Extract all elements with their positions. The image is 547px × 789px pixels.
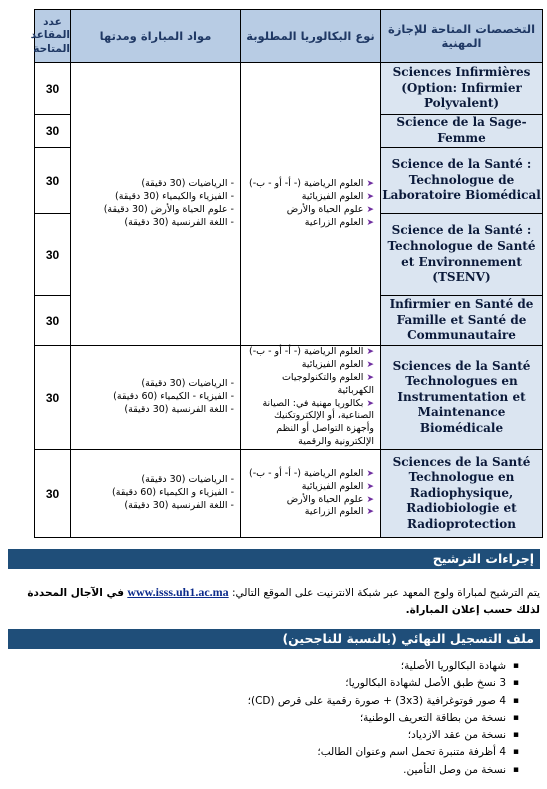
specialty-cell: Infirmier en Santé de Famille et Santé de Communautaire xyxy=(381,296,543,346)
subjects-cell-group2 xyxy=(71,346,241,450)
list-item: ▪ 3 نسخ طبق الأصل لشهادة البكالوريا؛ xyxy=(39,675,519,692)
header-bac-type: نوع البكالوريا المطلوبة xyxy=(241,10,381,63)
specialty-cell: Science de la Santé : Technologue de Laboratoire Biomédical xyxy=(381,148,543,214)
list-item: ▪ نسخة من بطاقة التعريف الوطنية؛ xyxy=(39,710,519,727)
seats-cell: 30 xyxy=(35,63,71,115)
procedures-heading: إجراءات الترشيح xyxy=(8,549,540,569)
bac-item: ➤العلوم الفيزيائية xyxy=(301,359,374,371)
list-item: ▪ نسخة من عقد الازدياد؛ xyxy=(39,727,519,744)
bac-item: ➤علوم الحياة والأرض xyxy=(286,493,374,505)
list-item: ▪ 4 صور فوتوغرافية (3x3) + صورة رقمية على قرص (CD)؛ xyxy=(39,693,519,710)
final-file-list xyxy=(39,658,519,779)
seats-cell: 30 xyxy=(35,346,71,450)
header-specialties: التخصصات المتاحة للإجازة المهنية xyxy=(381,10,543,63)
list-item: ▪ 4 أظرفة متنبرة تحمل اسم وعنوان الطالب؛ xyxy=(39,744,519,761)
specialties-table xyxy=(30,9,543,538)
header-seats: عدد المقاعد المتاحة xyxy=(35,10,71,63)
seats-cell: 30 xyxy=(35,450,71,538)
subject-item: - الرياضيات (30 دقيقة) xyxy=(141,474,234,486)
procedures-text xyxy=(8,584,540,619)
list-item: ▪ نسخة من وصل التأمين. xyxy=(39,762,519,779)
subject-item: - اللغة الفرنسية (30 دقيقة) xyxy=(124,403,234,415)
seats-cell: 30 xyxy=(35,214,71,296)
seats-cell: 30 xyxy=(35,296,71,346)
specialty-cell: Science de la Sage-Femme xyxy=(381,115,543,148)
subject-item: - علوم الحياة والأرض (30 دقيقة) xyxy=(103,204,234,215)
specialty-cell: Sciences de la Santé Technologue en Radiophysique, Radiobiologie et Radioprotection xyxy=(381,450,543,538)
seats-cell: 30 xyxy=(35,115,71,148)
final-file-heading: ملف التسجيل النهائي (بالنسبة للناجحين) xyxy=(8,629,540,649)
bac-item: ➤العلوم الفيزيائية xyxy=(301,480,374,492)
bac-item: ➤العلوم الفيزيائية xyxy=(301,191,374,203)
bac-item: ➤العلوم الرياضية (- أ- أو - ب-) xyxy=(249,178,374,190)
specialty-cell: Sciences de la Santé Technologues en Instrumentation et Maintenance Biomédicale xyxy=(381,346,543,450)
subject-item: - اللغة الفرنسية (30 دقيقة) xyxy=(124,499,234,511)
bac-cell-group1 xyxy=(241,63,381,346)
registration-link[interactable]: www.isss.uh1.ac.ma xyxy=(127,585,229,599)
bac-item: ➤العلوم الزراعية xyxy=(304,506,374,518)
bac-item: ➤العلوم الزراعية xyxy=(304,216,374,228)
procedures-text-after: في الآجال المحددة لذلك حسب إعلان المباراة. xyxy=(27,587,540,616)
specialty-cell: Sciences Infirmières (Option: Infirmier Polyvalent) xyxy=(381,63,543,115)
subjects-cell-group1 xyxy=(71,63,241,346)
specialty-cell: Science de la Santé : Technologue de Santé et Environnement (TSENV) xyxy=(381,214,543,296)
subject-item: - الرياضيات (30 دقيقة) xyxy=(141,178,234,190)
subject-item: - الفيزياء - الكيمياء (60 دقيقة) xyxy=(113,391,234,403)
subject-item: - اللغة الفرنسية (30 دقيقة) xyxy=(124,216,234,228)
subject-item: - الفيزياء والكيمياء (30 دقيقة) xyxy=(115,191,234,203)
header-subjects: مواد المباراة ومدتها xyxy=(71,10,241,63)
subject-item: - الفيزياء و الكيمياء (60 دقيقة) xyxy=(112,487,234,499)
bac-item: ➤العلوم والتكنولوجيات الكهربائية xyxy=(281,371,374,396)
bac-item: ➤علوم الحياة والأرض xyxy=(286,204,374,215)
bac-item: ➤بكالوريا مهنية في: الصيانة الصناعية، أو الإلكتروتكنيك وأجهزة التواصل أو النظم الإلكترونية والرقمية xyxy=(262,397,374,447)
subjects-cell-group3 xyxy=(71,450,241,538)
bac-item: ➤العلوم الرياضية (- أ- أو - ب-) xyxy=(249,467,374,479)
bac-cell-group3 xyxy=(241,450,381,538)
bac-cell-group2 xyxy=(241,346,381,450)
seats-cell: 30 xyxy=(35,148,71,214)
procedures-text-before: يتم الترشيح لمباراة ولوج المعهد عبر شبكة الانترنيت على الموقع التالي: xyxy=(232,587,540,599)
bac-item: ➤العلوم الرياضية (- أ- أو - ب-) xyxy=(249,346,374,358)
list-item: ▪ شهادة البكالوريا الأصلية؛ xyxy=(39,658,519,675)
subject-item: - الرياضيات (30 دقيقة) xyxy=(141,378,234,390)
